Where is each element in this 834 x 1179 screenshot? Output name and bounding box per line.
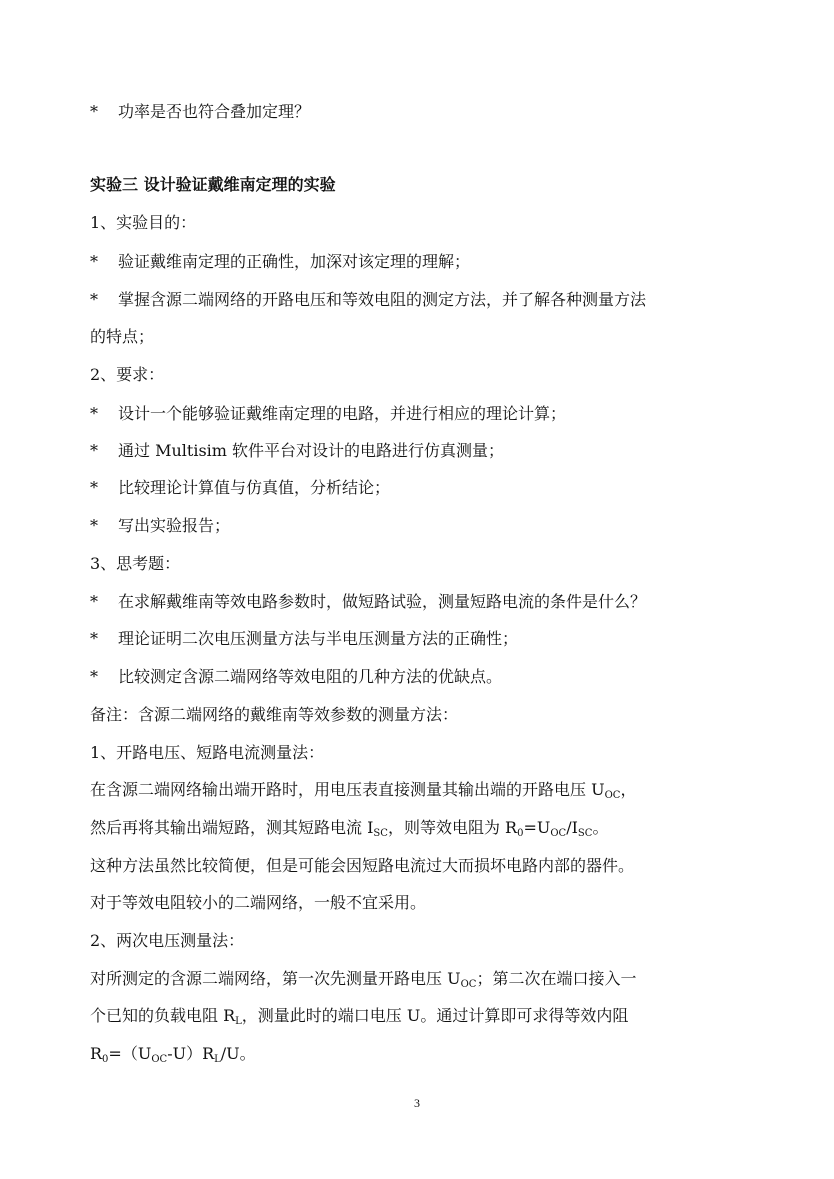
bullet-mark: * <box>90 629 98 648</box>
bullet-mark: * <box>90 441 98 460</box>
method-1-paragraph-line-4: 对于等效电阻较小的二端网络，一般不宜采用。 <box>90 893 427 912</box>
purpose-heading: 1、实验目的： <box>90 213 197 232</box>
question-power-superposition: * 功率是否也符合叠加定理？ <box>90 102 311 121</box>
method-1-heading: 1、开路电压、短路电流测量法： <box>90 743 325 762</box>
requirement-item-4: * 写出实验报告； <box>90 516 231 535</box>
question-item-1: * 在求解戴维南等效电路参数时，做短路试验，测量短路电流的条件是什么？ <box>90 592 647 611</box>
bullet-mark: * <box>90 404 98 423</box>
requirement-item-1: * 设计一个能够验证戴维南定理的电路，并进行相应的理论计算； <box>90 404 567 423</box>
purpose-item-1: * 验证戴维南定理的正确性，加深对该定理的理解； <box>90 252 471 271</box>
method-2-paragraph-line-3: $R_0=(U_{OC}-U)R_L/U$。 <box>90 1044 256 1065</box>
note-heading: 备注：含源二端网络的戴维南等效参数的测量方法： <box>90 705 459 724</box>
bullet-mark: * <box>90 290 98 309</box>
bullet-mark: * <box>90 667 98 686</box>
method-1-paragraph-line-2: 然后再将其输出端短路，测其短路电流 $I_{SC}$，则等效电阻为 $R_0=U_{OC}/I_{SC}$。 <box>90 818 609 839</box>
bullet-mark: * <box>90 102 98 121</box>
requirements-heading: 2、要求： <box>90 365 165 384</box>
purpose-item-2-continuation: 的特点； <box>90 327 155 346</box>
bullet-mark: * <box>90 516 98 535</box>
method-2-paragraph-line-2: 个已知的负载电阻 $R_L$，测量此时的端口电压 U。通过计算即可求得等效内阻 <box>90 1006 629 1027</box>
bullet-mark: * <box>90 478 98 497</box>
question-item-3: * 比较测定含源二端网络等效电阻的几种方法的优缺点。 <box>90 667 503 686</box>
requirement-item-2: * 通过 Multisim 软件平台对设计的电路进行仿真测量； <box>90 441 505 460</box>
method-1-paragraph-line-3: 这种方法虽然比较简便，但是可能会因短路电流过大而损坏电路内部的器件。 <box>90 856 635 875</box>
page-number: 3 <box>414 1096 420 1110</box>
question-item-2: * 理论证明二次电压测量方法与半电压测量方法的正确性； <box>90 629 519 648</box>
questions-heading: 3、思考题： <box>90 554 181 573</box>
section-title-experiment-3: 实验三 设计验证戴维南定理的实验 <box>90 175 336 194</box>
purpose-item-2: * 掌握含源二端网络的开路电压和等效电阻的测定方法，并了解各种测量方法 <box>90 290 647 309</box>
requirement-item-3: * 比较理论计算值与仿真值，分析结论； <box>90 478 391 497</box>
method-1-paragraph-line-1: 在含源二端网络输出端开路时，用电压表直接测量其输出端的开路电压 $U_{OC}$， <box>90 780 637 801</box>
method-2-heading: 2、两次电压测量法： <box>90 931 245 950</box>
bullet-mark: * <box>90 252 98 271</box>
method-2-paragraph-line-1: 对所测定的含源二端网络，第一次先测量开路电压 $U_{OC}$；第二次在端口接入一 <box>90 969 637 990</box>
bullet-mark: * <box>90 592 98 611</box>
